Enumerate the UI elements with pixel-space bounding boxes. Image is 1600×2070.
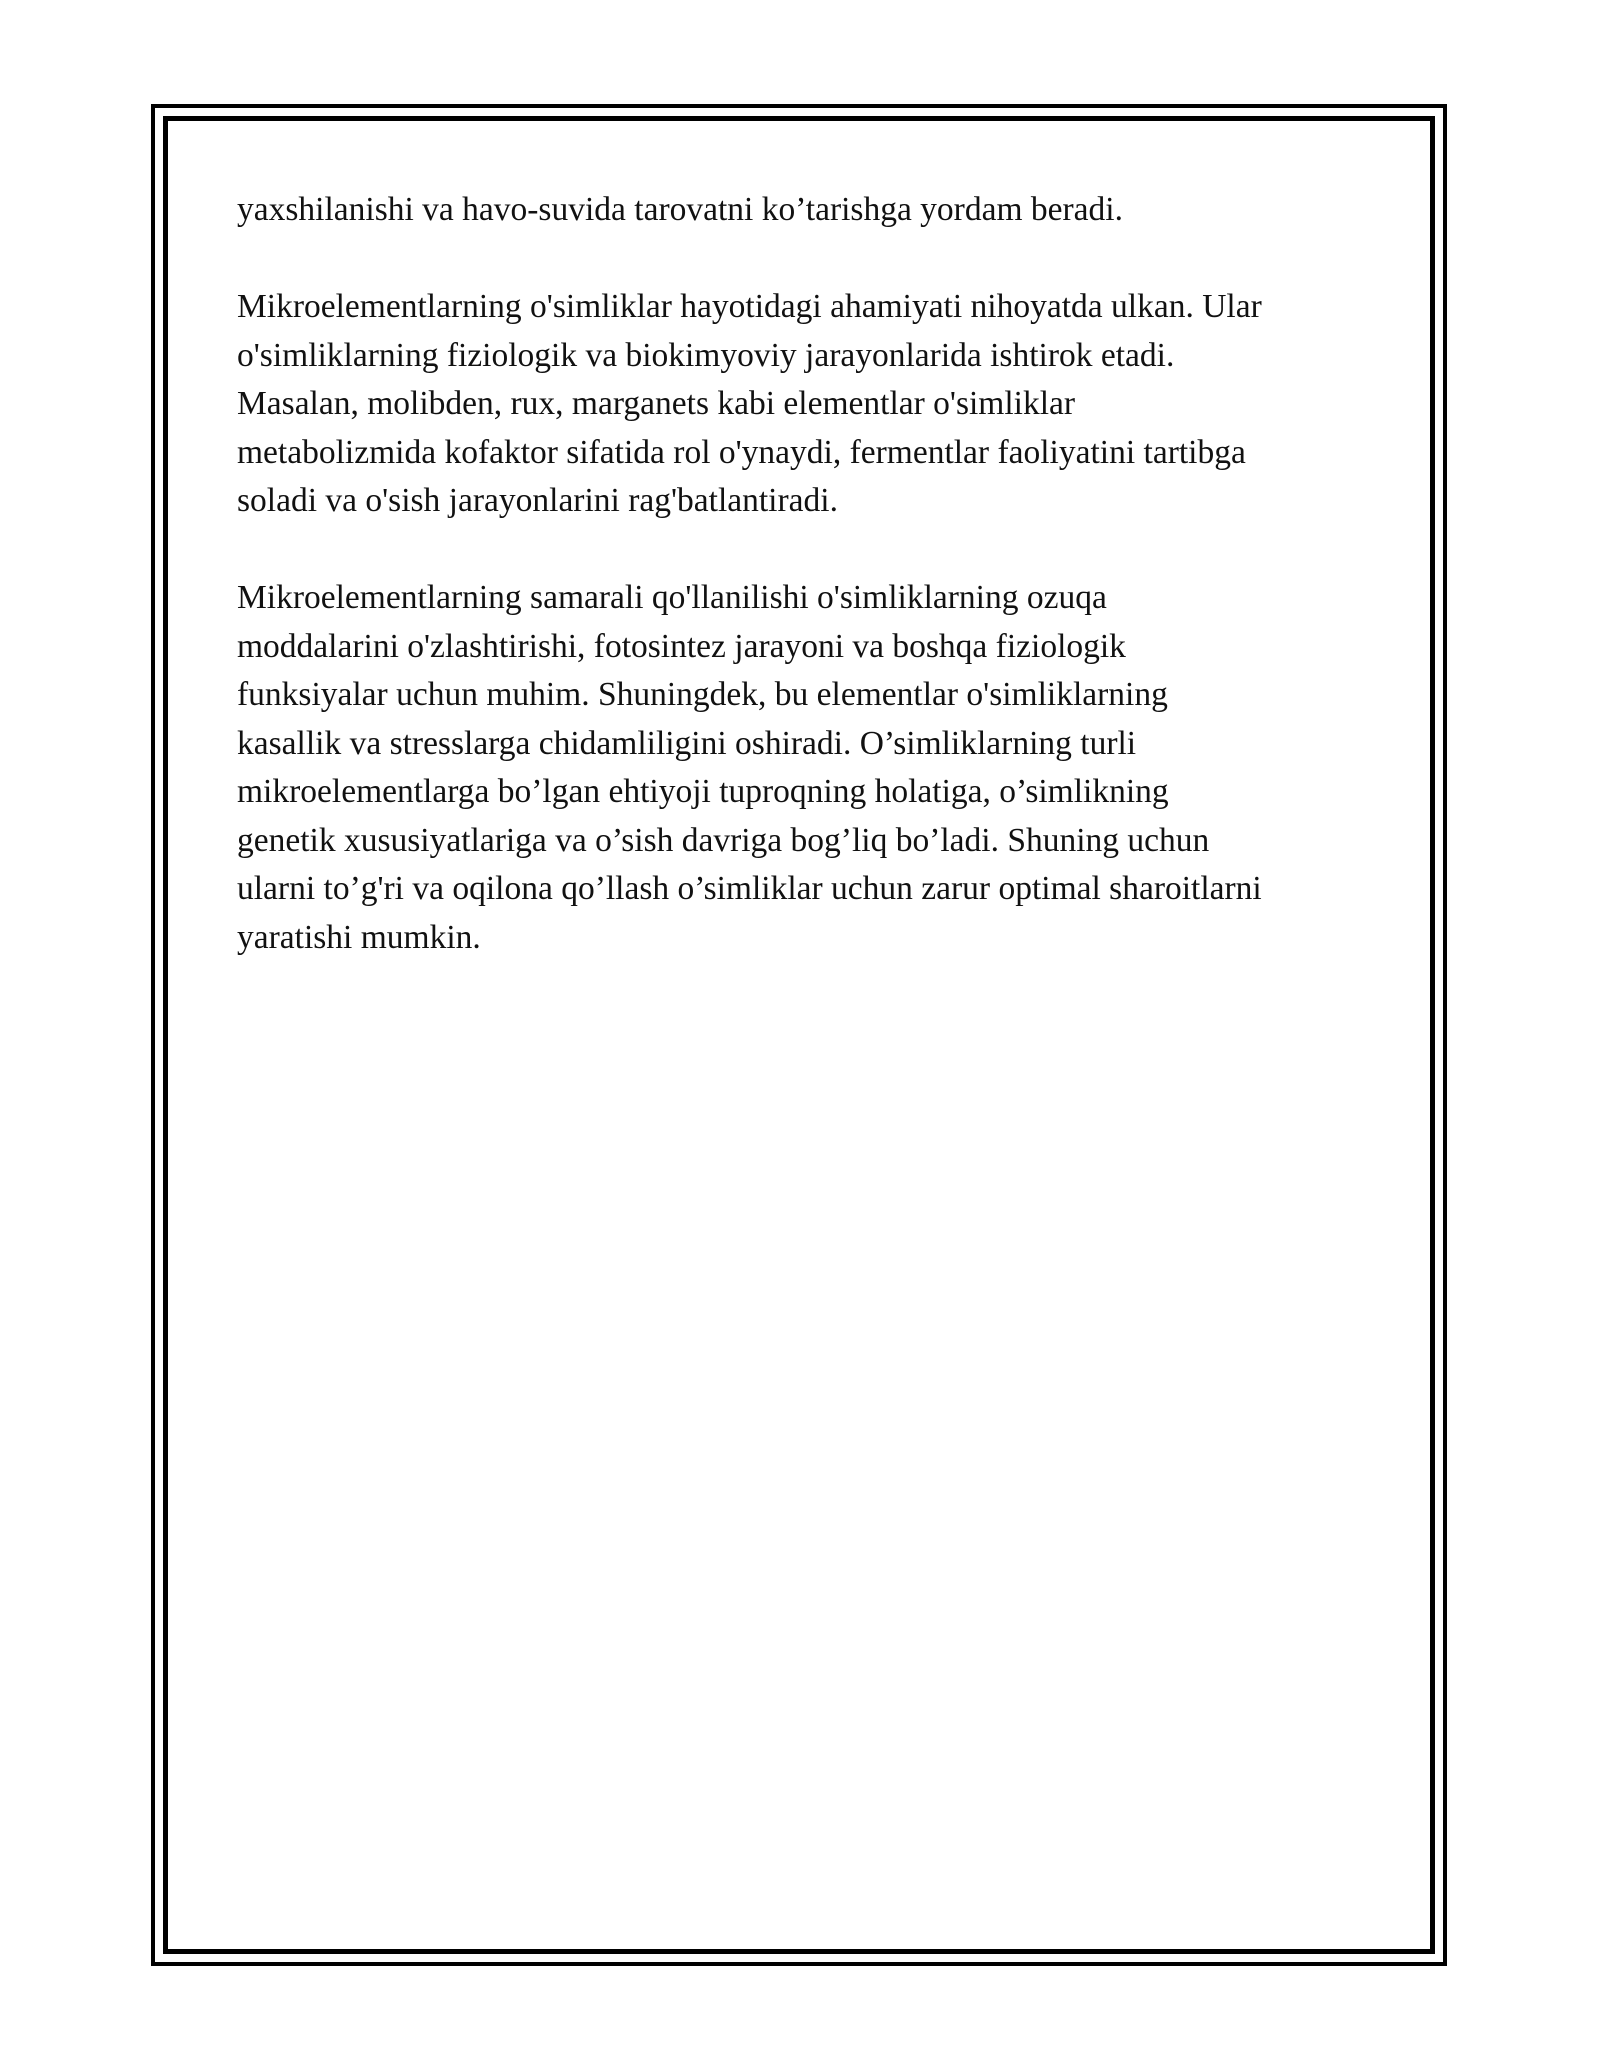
paragraph-microelement-importance: Mikroelementlarning o'simliklar hayotidagi ahamiyati nihoyatda ulkan. Ular o'simliklarning fiziologik va biokimyoviy jarayonlarida ishtirok etadi. Masalan, molibden, rux, marganets kabi elementlar o'simliklar metabolizmida kofaktor sifatida rol o'ynaydi, fermentlar faoliyatini tartibga soladi va o'sish jarayonlarini rag'batlantiradi. — [237, 288, 1262, 519]
document-body — [237, 186, 1377, 1011]
paragraph-continuation: yaxshilanishi va havo-suvida tarovatni ko’tarishga yordam beradi. — [237, 191, 1123, 228]
paragraph-microelement-application: Mikroelementlarning samarali qo'llanilishi o'simliklarning ozuqa moddalarini o'zlashtirishi, fotosintez jarayoni va boshqa fiziologik funksiyalar uchun muhim. Shuningdek, bu elementlar o'simliklarning kasallik va stresslarga chidamliligini oshiradi. O’simliklarning turli mikroelementlarga bo’lgan ehtiyoji tuproqning holatiga, o’simlikning genetik xususiyatlariga va o’sish davriga bog’liq bo’ladi. Shuning uchun ularni to’g'ri va oqilona qo’llash o’simliklar uchun zarur optimal sharoitlarni yaratishi mumkin. — [237, 579, 1262, 956]
